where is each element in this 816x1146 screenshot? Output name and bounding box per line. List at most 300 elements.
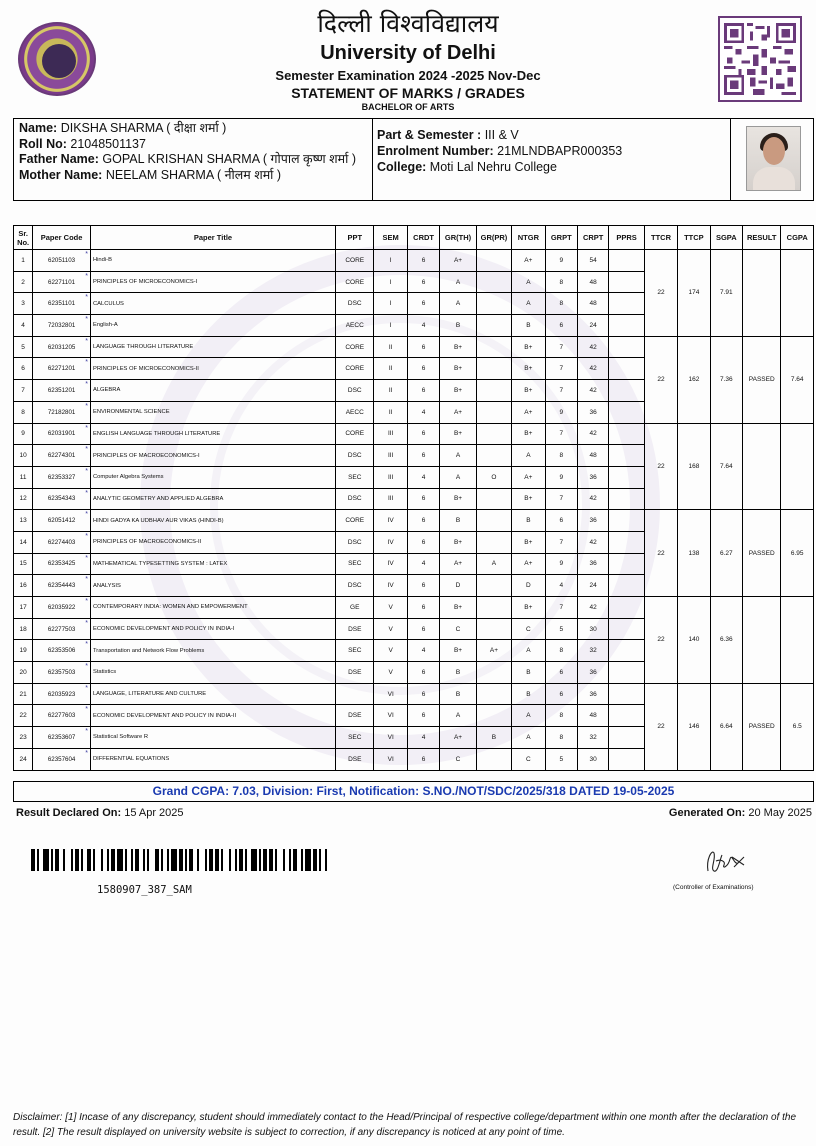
father-name: GOPAL KRISHAN SHARMA ( गोपाल कृष्ण शर्मा ): [102, 152, 357, 166]
cell-pprs: [609, 510, 644, 532]
summary-ttcp: 146: [678, 683, 710, 770]
cell-grpt: 7: [545, 597, 577, 619]
asterisk-icon: *: [85, 381, 88, 389]
paper-code: 62051412: [47, 517, 76, 525]
cell-ntgr: A+: [512, 401, 545, 423]
cell-ppt: SEC: [336, 727, 374, 749]
cell-grpt: 6: [545, 315, 577, 337]
cell-grth: B+: [440, 380, 476, 402]
cell-pprs: [609, 640, 644, 662]
cell-ppt: CORE: [336, 271, 374, 293]
cell-title: Hindi-B: [90, 250, 335, 272]
cell-pprs: [609, 553, 644, 575]
cell-sem: IV: [374, 531, 407, 553]
cell-grpt: 7: [545, 336, 577, 358]
cell-sr: 15: [14, 553, 33, 575]
summary-cgpa: 6.95: [781, 510, 814, 597]
table-header-row: [14, 226, 814, 250]
cell-ppt: DSC: [336, 575, 374, 597]
summary-result: [742, 250, 780, 337]
cell-code: [33, 683, 91, 705]
cell-sem: VI: [374, 705, 407, 727]
cell-grpt: 9: [545, 401, 577, 423]
cell-grpr: [476, 250, 511, 272]
cell-grth: B+: [440, 423, 476, 445]
cell-sr: 7: [14, 380, 33, 402]
cell-grpr: [476, 510, 511, 532]
summary-sgpa: 6.27: [710, 510, 742, 597]
generated-label: Generated On:: [668, 807, 746, 819]
cell-grpt: 8: [545, 727, 577, 749]
summary-result: [742, 597, 780, 684]
cell-sr: 12: [14, 488, 33, 510]
table-body: [14, 250, 814, 771]
cell-crdt: 6: [407, 662, 439, 684]
cell-ppt: DSC: [336, 293, 374, 315]
cell-ntgr: A: [512, 727, 545, 749]
cell-pprs: [609, 597, 644, 619]
summary-cgpa: [781, 423, 814, 510]
grand-cgpa: Grand CGPA: 7.03, Division: First, Notification: S.NO./NOT/SDC/2025/318 DATED 19-05-2025: [13, 781, 814, 802]
column-header: CRDT: [407, 226, 439, 250]
paper-code: 62274301: [47, 452, 76, 460]
cell-grth: B+: [440, 597, 476, 619]
cell-crpt: 42: [577, 597, 608, 619]
cell-title: ANALYSIS: [90, 575, 335, 597]
cell-sem: III: [374, 466, 407, 488]
cell-grpr: O: [476, 466, 511, 488]
cell-grpr: [476, 618, 511, 640]
cell-pprs: [609, 575, 644, 597]
summary-ttcp: 168: [678, 423, 710, 510]
cell-crpt: 36: [577, 510, 608, 532]
cell-ppt: DSC: [336, 531, 374, 553]
cell-title: HINDI GADYA KA UDBHAV AUR VIKAS (HINDI-B): [90, 510, 335, 532]
cell-pprs: [609, 445, 644, 467]
cell-ppt: DSE: [336, 705, 374, 727]
cell-sem: II: [374, 336, 407, 358]
summary-cgpa: 7.64: [781, 336, 814, 423]
hindi-title: दिल्ली विश्वविद्यालय: [317, 9, 499, 38]
paper-code: 72032801: [47, 321, 76, 329]
summary-ttcr: 22: [644, 683, 677, 770]
column-header: SGPA: [710, 226, 742, 250]
disclaimer: Disclaimer: [1] Incase of any discrepancy, student should immediately contact to the Head/Principal of respective college/department within one month after the declaration of the result. [2] The result displayed on university website is subject to correction, if any discrepancy is noticed at any point of time.: [13, 1112, 797, 1138]
qr-code: [718, 16, 802, 102]
summary-result: PASSED: [742, 683, 780, 770]
summary-sgpa: 6.36: [710, 597, 742, 684]
cell-grpr: [476, 293, 511, 315]
cell-crdt: 6: [407, 618, 439, 640]
column-header: TTCR: [644, 226, 677, 250]
cell-sem: I: [374, 250, 407, 272]
cell-crpt: 54: [577, 250, 608, 272]
column-header: Sr. No.: [14, 226, 33, 250]
cell-sr: 11: [14, 466, 33, 488]
paper-code: 62357604: [47, 755, 76, 763]
cell-crpt: 42: [577, 531, 608, 553]
asterisk-icon: *: [85, 706, 88, 714]
cell-crpt: 48: [577, 445, 608, 467]
college-name: Moti Lal Nehru College: [429, 160, 557, 174]
cell-pprs: [609, 683, 644, 705]
column-header: CRPT: [577, 226, 608, 250]
cell-sem: VI: [374, 748, 407, 770]
roll-label: Roll No:: [19, 136, 67, 151]
paper-code: 62353327: [47, 473, 76, 481]
controller-label: (Controller of Examinations): [673, 884, 754, 891]
asterisk-icon: *: [85, 749, 88, 757]
cell-grpt: 8: [545, 705, 577, 727]
cell-crpt: 48: [577, 293, 608, 315]
cell-ppt: CORE: [336, 358, 374, 380]
cell-grpr: [476, 683, 511, 705]
cell-ppt: CORE: [336, 510, 374, 532]
cell-crpt: 48: [577, 705, 608, 727]
cell-sem: V: [374, 640, 407, 662]
cell-crdt: 6: [407, 293, 439, 315]
summary-ttcp: 138: [678, 510, 710, 597]
cell-crpt: 32: [577, 727, 608, 749]
cell-grpr: [476, 748, 511, 770]
cell-ntgr: B: [512, 315, 545, 337]
cell-pprs: [609, 531, 644, 553]
barcode-text: 1580907_387_SAM: [97, 884, 192, 896]
cell-sr: 9: [14, 423, 33, 445]
cell-crpt: 42: [577, 380, 608, 402]
cell-sem: III: [374, 445, 407, 467]
cell-crdt: 4: [407, 727, 439, 749]
cell-ntgr: C: [512, 618, 545, 640]
cell-crdt: 6: [407, 488, 439, 510]
cell-crpt: 24: [577, 315, 608, 337]
cell-ppt: DSC: [336, 380, 374, 402]
cell-title: PRINCIPLES OF MICROECONOMICS-II: [90, 358, 335, 380]
summary-ttcr: 22: [644, 597, 677, 684]
cell-crdt: 6: [407, 271, 439, 293]
cell-pprs: [609, 315, 644, 337]
cell-ppt: DSC: [336, 445, 374, 467]
cell-pprs: [609, 618, 644, 640]
cell-code: [33, 705, 91, 727]
summary-cgpa: [781, 597, 814, 684]
cell-title: Computer Algebra Systems: [90, 466, 335, 488]
cell-code: [33, 380, 91, 402]
asterisk-icon: *: [85, 337, 88, 345]
cell-pprs: [609, 727, 644, 749]
cell-sr: 3: [14, 293, 33, 315]
cell-grpr: [476, 271, 511, 293]
cell-code: [33, 466, 91, 488]
cell-title: DIFFERENTIAL EQUATIONS: [90, 748, 335, 770]
cell-sem: II: [374, 380, 407, 402]
cell-crdt: 4: [407, 466, 439, 488]
cell-grth: C: [440, 618, 476, 640]
paper-code: 62277603: [47, 712, 76, 720]
paper-code: 62351101: [48, 300, 76, 308]
asterisk-icon: *: [85, 251, 88, 258]
cell-title: ENVIRONMENTAL SCIENCE: [90, 401, 335, 423]
cell-crpt: 30: [577, 748, 608, 770]
cell-code: [33, 423, 91, 445]
cell-crdt: 6: [407, 748, 439, 770]
cell-grpt: 5: [545, 748, 577, 770]
cell-crdt: 4: [407, 315, 439, 337]
cell-pprs: [609, 705, 644, 727]
cell-ppt: SEC: [336, 640, 374, 662]
cell-ppt: AECC: [336, 315, 374, 337]
cell-code: [33, 662, 91, 684]
student-academic-details: [373, 119, 731, 200]
cell-pprs: [609, 358, 644, 380]
roll-number: 21048501137: [70, 136, 146, 151]
column-header: Paper Title: [90, 226, 335, 250]
cell-code: [33, 575, 91, 597]
cell-crpt: 42: [577, 336, 608, 358]
paper-code: 62353506: [47, 647, 76, 655]
cell-sem: I: [374, 293, 407, 315]
asterisk-icon: *: [85, 359, 88, 367]
cell-title: Statistics: [90, 662, 335, 684]
asterisk-icon: *: [85, 402, 88, 410]
summary-ttcp: 140: [678, 597, 710, 684]
cell-grpr: [476, 380, 511, 402]
enrolment-number: 21MLNDBAPR000353: [497, 144, 623, 158]
paper-code: 62351201: [47, 386, 76, 394]
cell-crdt: 6: [407, 358, 439, 380]
asterisk-icon: *: [85, 554, 88, 562]
cell-grpr: [476, 575, 511, 597]
paper-code: 62357503: [47, 668, 76, 676]
summary-ttcp: 174: [678, 250, 710, 337]
cell-ppt: CORE: [336, 423, 374, 445]
cell-grpt: 7: [545, 488, 577, 510]
cell-code: [33, 748, 91, 770]
cell-code: [33, 250, 91, 272]
summary-result: PASSED: [742, 510, 780, 597]
generated-on: [669, 807, 812, 819]
cell-crdt: 6: [407, 445, 439, 467]
cell-ntgr: B: [512, 662, 545, 684]
cell-grth: B+: [440, 488, 476, 510]
cell-grpt: 7: [545, 380, 577, 402]
cell-ntgr: B: [512, 683, 545, 705]
cell-sr: 13: [14, 510, 33, 532]
cell-crpt: 42: [577, 358, 608, 380]
cell-code: [33, 640, 91, 662]
cell-code: [33, 488, 91, 510]
cell-sem: V: [374, 597, 407, 619]
student-personal-details: [14, 119, 373, 200]
cell-crpt: 32: [577, 640, 608, 662]
cell-code: [33, 271, 91, 293]
cell-code: [33, 445, 91, 467]
column-header: SEM: [374, 226, 407, 250]
cell-grth: A+: [440, 727, 476, 749]
paper-code: 62035922: [47, 603, 76, 611]
cell-grpt: 6: [545, 662, 577, 684]
cell-grpr: [476, 597, 511, 619]
cell-grpr: [476, 488, 511, 510]
cell-grth: B+: [440, 531, 476, 553]
asterisk-icon: *: [85, 532, 88, 540]
cell-sem: VI: [374, 683, 407, 705]
cell-ppt: DSE: [336, 618, 374, 640]
cell-ntgr: B+: [512, 597, 545, 619]
asterisk-icon: *: [85, 663, 88, 671]
cell-pprs: [609, 466, 644, 488]
cell-code: [33, 597, 91, 619]
cell-grth: A+: [440, 250, 476, 272]
cell-ntgr: A: [512, 640, 545, 662]
cell-ntgr: A+: [512, 466, 545, 488]
paper-code: 62353607: [47, 733, 76, 741]
cell-crpt: 36: [577, 466, 608, 488]
cell-title: PRINCIPLES OF MACROECONOMICS-I: [90, 445, 335, 467]
cell-sr: 14: [14, 531, 33, 553]
cell-sr: 2: [14, 271, 33, 293]
paper-code: 62353425: [47, 560, 76, 568]
cell-ntgr: B: [512, 510, 545, 532]
cell-grth: A+: [440, 553, 476, 575]
cell-title: English-A: [90, 315, 335, 337]
cell-ntgr: D: [512, 575, 545, 597]
paper-code: 62031205: [47, 343, 76, 351]
cell-title: ALGEBRA: [90, 380, 335, 402]
asterisk-icon: *: [85, 294, 88, 302]
cell-sem: II: [374, 358, 407, 380]
cell-crdt: 6: [407, 705, 439, 727]
cell-grth: A: [440, 466, 476, 488]
summary-sgpa: 7.91: [710, 250, 742, 337]
column-header: GR(PR): [476, 226, 511, 250]
cell-grpt: 5: [545, 618, 577, 640]
paper-code: 72182801: [47, 408, 76, 416]
asterisk-icon: *: [85, 576, 88, 584]
cell-crdt: 4: [407, 640, 439, 662]
cell-title: Statistical Software R: [90, 727, 335, 749]
cell-ppt: CORE: [336, 336, 374, 358]
cell-crpt: 30: [577, 618, 608, 640]
cell-sr: 1: [14, 250, 33, 272]
cell-code: [33, 618, 91, 640]
cell-grpt: 9: [545, 250, 577, 272]
cell-title: CONTEMPORARY INDIA: WOMEN AND EMPOWERMENT: [90, 597, 335, 619]
table-row: [14, 597, 814, 619]
summary-ttcp: 162: [678, 336, 710, 423]
cell-crdt: 6: [407, 575, 439, 597]
cell-crpt: 42: [577, 488, 608, 510]
cell-grpr: [476, 315, 511, 337]
cell-sem: II: [374, 401, 407, 423]
asterisk-icon: *: [85, 598, 88, 605]
cell-grpt: 7: [545, 423, 577, 445]
cell-crpt: 36: [577, 401, 608, 423]
cell-sr: 6: [14, 358, 33, 380]
cell-sr: 19: [14, 640, 33, 662]
controller-signature: [700, 845, 750, 877]
result-declared: [16, 807, 184, 819]
cell-sr: 5: [14, 336, 33, 358]
cell-grth: B+: [440, 336, 476, 358]
cell-crdt: 6: [407, 510, 439, 532]
cell-ntgr: A: [512, 445, 545, 467]
asterisk-icon: *: [85, 511, 88, 519]
column-header: NTGR: [512, 226, 545, 250]
cell-grpt: 7: [545, 358, 577, 380]
cell-crdt: 6: [407, 423, 439, 445]
cell-ppt: DSC: [336, 488, 374, 510]
asterisk-icon: *: [85, 424, 88, 432]
cell-grpr: [476, 401, 511, 423]
cell-title: ECONOMIC DEVELOPMENT AND POLICY IN INDIA-I: [90, 618, 335, 640]
cell-grpr: B: [476, 727, 511, 749]
result-declared-label: Result Declared On:: [16, 807, 122, 819]
table-row: [14, 510, 814, 532]
cell-ntgr: C: [512, 748, 545, 770]
summary-cgpa: 6.5: [781, 683, 814, 770]
barcode: [31, 849, 329, 871]
cell-grth: B+: [440, 358, 476, 380]
cell-ntgr: A+: [512, 250, 545, 272]
cell-ppt: GE: [336, 597, 374, 619]
cell-sr: 20: [14, 662, 33, 684]
cell-crpt: 42: [577, 423, 608, 445]
cell-grth: B: [440, 315, 476, 337]
cell-ntgr: A+: [512, 553, 545, 575]
cell-sr: 8: [14, 401, 33, 423]
part-label: Part & Semester :: [377, 128, 482, 142]
cell-ntgr: B+: [512, 423, 545, 445]
cell-ntgr: B+: [512, 336, 545, 358]
cell-grpt: 8: [545, 445, 577, 467]
cell-grpr: [476, 662, 511, 684]
cell-title: MATHEMATICAL TYPESETTING SYSTEM : LATEX: [90, 553, 335, 575]
cell-grpr: A+: [476, 640, 511, 662]
cell-code: [33, 510, 91, 532]
cell-pprs: [609, 423, 644, 445]
cell-grth: A+: [440, 401, 476, 423]
cell-pprs: [609, 271, 644, 293]
cell-pprs: [609, 748, 644, 770]
cell-grpt: 9: [545, 553, 577, 575]
column-header: TTCP: [678, 226, 710, 250]
paper-code: 62031901: [47, 430, 76, 438]
summary-result: PASSED: [742, 336, 780, 423]
cell-ntgr: A: [512, 705, 545, 727]
cell-ntgr: B+: [512, 380, 545, 402]
cell-sr: 17: [14, 597, 33, 619]
asterisk-icon: *: [85, 641, 88, 649]
paper-code: 62035923: [47, 690, 76, 698]
summary-result: [742, 423, 780, 510]
cell-code: [33, 401, 91, 423]
cell-grpt: 8: [545, 271, 577, 293]
university-title: University of Delhi: [320, 42, 496, 64]
cell-sr: 16: [14, 575, 33, 597]
cell-sem: I: [374, 315, 407, 337]
cell-crdt: 6: [407, 250, 439, 272]
cell-pprs: [609, 401, 644, 423]
cell-code: [33, 553, 91, 575]
cell-grpt: 8: [545, 640, 577, 662]
table-row: [14, 250, 814, 272]
cell-title: ANALYTIC GEOMETRY AND APPLIED ALGEBRA: [90, 488, 335, 510]
cell-grth: B: [440, 510, 476, 532]
cell-ntgr: B+: [512, 358, 545, 380]
cell-grth: B: [440, 683, 476, 705]
cell-grth: A: [440, 271, 476, 293]
